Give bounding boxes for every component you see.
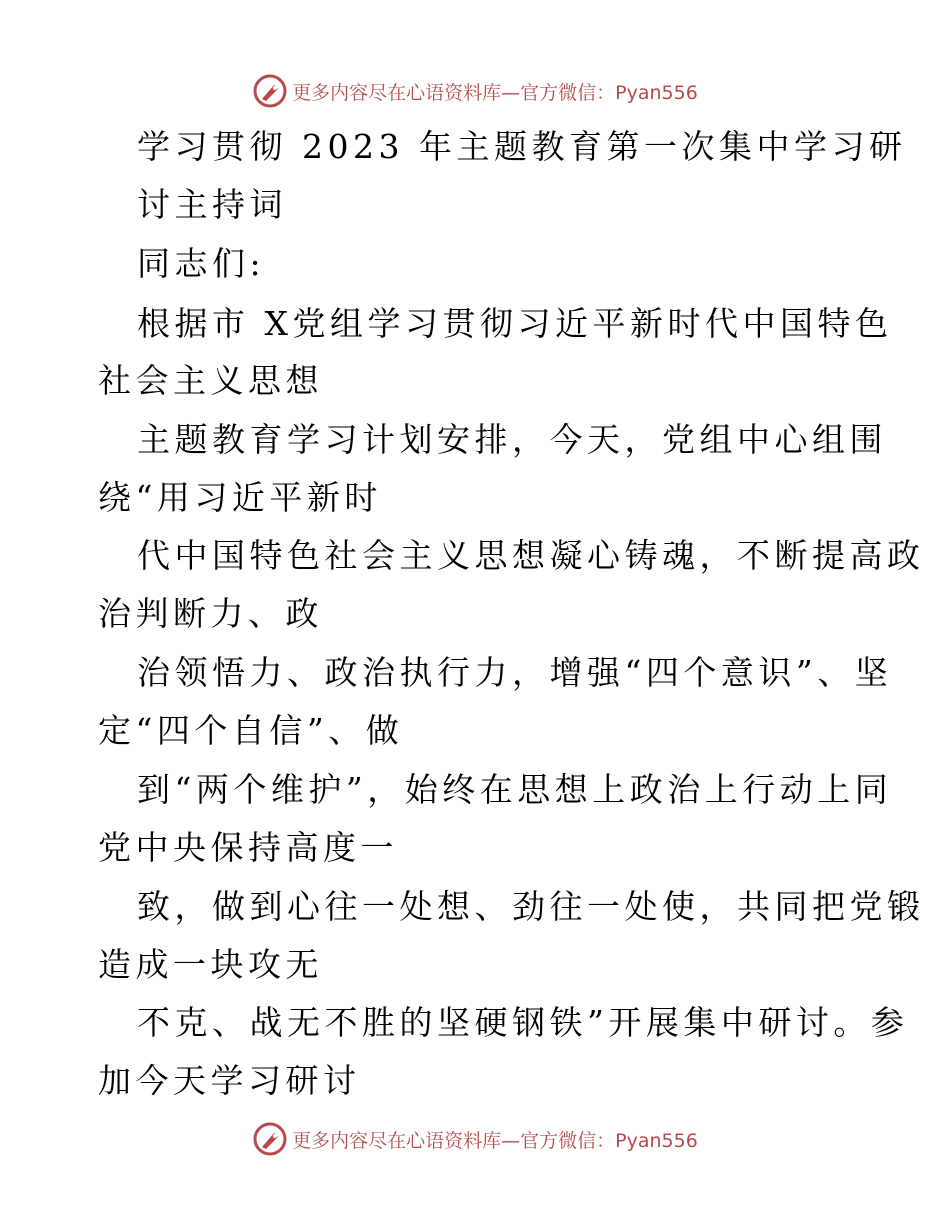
body-line: 代中国特色社会主义思想凝心铸魂，不断提高政 [137,536,925,575]
body-line: 根据市 X党组学习贯彻习近平新时代中国特色 [137,304,893,343]
body-line: 治领悟力、政治执行力，增强“四个意识”、坚 [137,653,893,692]
body-line: 造成一块攻无 [98,945,323,984]
body-line: 到“两个维护”，始终在思想上政治上行动上同 [137,770,893,809]
body-line: 致，做到心往一处想、劲往一处使，共同把党锻 [137,887,925,926]
body-line: 主题教育学习计划安排，今天，党组中心组围 [137,420,887,459]
footer-banner [0,1119,950,1159]
footer-banner-text: 更多内容尽在心语资料库—官方微信：Pyan556 [292,1129,698,1152]
body-line: 社会主义思想 [98,361,323,400]
document-title-line-1: 学习贯彻 2023 年主题教育第一次集中学习研 [137,127,907,166]
body-line: 治判断力、政 [98,594,323,633]
body-line: 定“四个自信”、做 [98,711,404,750]
salutation: 同志们: [137,244,266,283]
body-line: 加今天学习研讨 [98,1061,361,1100]
body-line: 不克、战无不胜的坚硬钢铁”开展集中研讨。参 [137,1003,909,1042]
header-banner [0,71,950,111]
pen-nib-logo-icon [252,73,288,109]
document-title-line-2: 讨主持词 [137,185,287,224]
pen-nib-logo-icon [252,1121,288,1157]
body-line: 党中央保持高度一 [98,828,398,867]
header-banner-text: 更多内容尽在心语资料库—官方微信：Pyan556 [292,81,698,104]
body-line: 绕“用习近平新时 [98,478,382,517]
